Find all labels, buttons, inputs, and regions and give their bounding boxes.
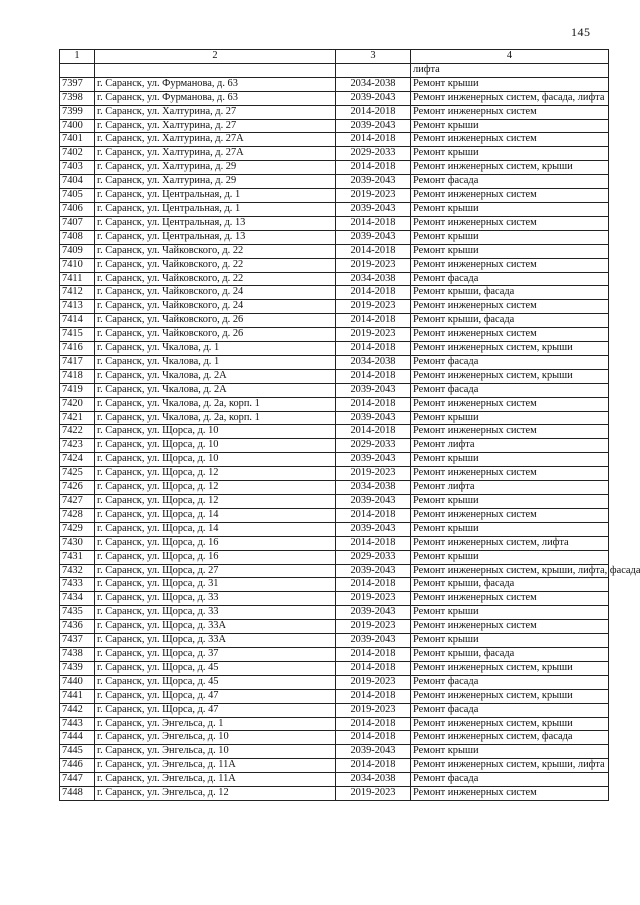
continuation-row xyxy=(60,63,609,77)
table-row xyxy=(60,689,609,703)
cell-address: г. Саранск, ул. Щорса, д. 10 xyxy=(95,439,336,453)
table-row xyxy=(60,91,609,105)
cell-number: 7431 xyxy=(60,550,95,564)
cell-period: 2019-2023 xyxy=(336,675,411,689)
cell-address: г. Саранск, ул. Чкалова, д. 1 xyxy=(95,355,336,369)
table-row xyxy=(60,564,609,578)
column-header-work: 4 xyxy=(411,50,609,64)
cell-number: 7407 xyxy=(60,216,95,230)
cell-number: 7410 xyxy=(60,258,95,272)
cell-work: Ремонт инженерных систем, крыши xyxy=(411,689,609,703)
table-row xyxy=(60,536,609,550)
cell-work: Ремонт инженерных систем, крыши xyxy=(411,342,609,356)
cell-period: 2014-2018 xyxy=(336,731,411,745)
cell-address xyxy=(95,63,336,77)
cell-period: 2014-2018 xyxy=(336,717,411,731)
cell-work: Ремонт крыши xyxy=(411,453,609,467)
cell-number: 7437 xyxy=(60,634,95,648)
cell-number: 7417 xyxy=(60,355,95,369)
cell-work: Ремонт инженерных систем, крыши xyxy=(411,161,609,175)
cell-period: 2019-2023 xyxy=(336,620,411,634)
column-header-period: 3 xyxy=(336,50,411,64)
cell-period: 2019-2023 xyxy=(336,300,411,314)
cell-work: Ремонт инженерных систем xyxy=(411,397,609,411)
cell-work: Ремонт фасада xyxy=(411,272,609,286)
cell-period: 2014-2018 xyxy=(336,397,411,411)
cell-period: 2039-2043 xyxy=(336,411,411,425)
cell-period: 2014-2018 xyxy=(336,369,411,383)
cell-work: Ремонт инженерных систем, крыши xyxy=(411,369,609,383)
table-row xyxy=(60,342,609,356)
cell-address: г. Саранск, ул. Чайковского, д. 22 xyxy=(95,244,336,258)
table-body xyxy=(60,63,640,800)
cell-work: Ремонт крыши xyxy=(411,202,609,216)
cell-number: 7422 xyxy=(60,425,95,439)
header-row xyxy=(60,50,609,64)
table-row xyxy=(60,300,609,314)
cell-address: г. Саранск, ул. Центральная, д. 13 xyxy=(95,230,336,244)
table-row xyxy=(60,439,609,453)
cell-period: 2034-2038 xyxy=(336,773,411,787)
table-row xyxy=(60,773,609,787)
repair-schedule-table xyxy=(59,49,640,801)
cell-address: г. Саранск, ул. Халтурина, д. 27А xyxy=(95,147,336,161)
cell-address: г. Саранск, ул. Фурманова, д. 63 xyxy=(95,77,336,91)
cell-period: 2014-2018 xyxy=(336,759,411,773)
table-row xyxy=(60,453,609,467)
cell-number: 7441 xyxy=(60,689,95,703)
cell-work: Ремонт инженерных систем xyxy=(411,133,609,147)
cell-period: 2014-2018 xyxy=(336,216,411,230)
cell-address: г. Саранск, ул. Халтурина, д. 29 xyxy=(95,161,336,175)
cell-number: 7419 xyxy=(60,383,95,397)
cell-period: 2014-2018 xyxy=(336,578,411,592)
cell-period: 2019-2023 xyxy=(336,592,411,606)
cell-address: г. Саранск, ул. Щорса, д. 12 xyxy=(95,495,336,509)
cell-number: 7446 xyxy=(60,759,95,773)
cell-number: 7438 xyxy=(60,647,95,661)
cell-number: 7420 xyxy=(60,397,95,411)
cell-period: 2019-2023 xyxy=(336,467,411,481)
cell-period: 2039-2043 xyxy=(336,383,411,397)
cell-number: 7444 xyxy=(60,731,95,745)
cell-period: 2034-2038 xyxy=(336,481,411,495)
cell-period: 2039-2043 xyxy=(336,230,411,244)
cell-number: 7397 xyxy=(60,77,95,91)
cell-work: Ремонт фасада xyxy=(411,773,609,787)
cell-address: г. Саранск, ул. Щорса, д. 14 xyxy=(95,508,336,522)
cell-period: 2039-2043 xyxy=(336,453,411,467)
cell-work: Ремонт инженерных систем, лифта xyxy=(411,536,609,550)
cell-address: г. Саранск, ул. Чайковского, д. 24 xyxy=(95,286,336,300)
table-row xyxy=(60,787,609,801)
cell-work: Ремонт фасада xyxy=(411,355,609,369)
cell-period: 2014-2018 xyxy=(336,647,411,661)
cell-work: Ремонт инженерных систем xyxy=(411,300,609,314)
cell-period: 2029-2033 xyxy=(336,550,411,564)
cell-period: 2014-2018 xyxy=(336,314,411,328)
cell-work: Ремонт крыши, фасада xyxy=(411,314,609,328)
cell-period: 2039-2043 xyxy=(336,745,411,759)
column-header-number: 1 xyxy=(60,50,95,64)
cell-period: 2039-2043 xyxy=(336,522,411,536)
cell-address: г. Саранск, ул. Щорса, д. 47 xyxy=(95,703,336,717)
cell-period: 2014-2018 xyxy=(336,133,411,147)
table-row xyxy=(60,703,609,717)
cell-work: Ремонт инженерных систем, крыши xyxy=(411,717,609,731)
cell-period xyxy=(336,63,411,77)
cell-period: 2039-2043 xyxy=(336,202,411,216)
cell-period: 2029-2033 xyxy=(336,439,411,453)
table-row xyxy=(60,119,609,133)
table-row xyxy=(60,522,609,536)
cell-number: 7416 xyxy=(60,342,95,356)
cell-number: 7408 xyxy=(60,230,95,244)
table-row xyxy=(60,634,609,648)
table-row xyxy=(60,647,609,661)
cell-number: 7426 xyxy=(60,481,95,495)
table-row xyxy=(60,314,609,328)
cell-period: 2014-2018 xyxy=(336,689,411,703)
table-row xyxy=(60,675,609,689)
cell-number: 7412 xyxy=(60,286,95,300)
cell-work: Ремонт крыши xyxy=(411,147,609,161)
cell-period: 2039-2043 xyxy=(336,634,411,648)
cell-number: 7436 xyxy=(60,620,95,634)
cell-work: Ремонт крыши xyxy=(411,550,609,564)
cell-period: 2019-2023 xyxy=(336,189,411,203)
cell-number: 7402 xyxy=(60,147,95,161)
cell-address: г. Саранск, ул. Щорса, д. 16 xyxy=(95,536,336,550)
table-row xyxy=(60,230,609,244)
cell-number: 7427 xyxy=(60,495,95,509)
cell-period: 2014-2018 xyxy=(336,536,411,550)
table-row xyxy=(60,508,609,522)
cell-number: 7414 xyxy=(60,314,95,328)
cell-number: 7413 xyxy=(60,300,95,314)
cell-address: г. Саранск, ул. Халтурина, д. 27А xyxy=(95,133,336,147)
cell-address: г. Саранск, ул. Энгельса, д. 1 xyxy=(95,717,336,731)
cell-work: Ремонт крыши xyxy=(411,606,609,620)
cell-work: Ремонт инженерных систем, крыши xyxy=(411,661,609,675)
table-row xyxy=(60,661,609,675)
cell-number xyxy=(60,63,95,77)
cell-number: 7429 xyxy=(60,522,95,536)
cell-period: 2014-2018 xyxy=(336,244,411,258)
cell-work: Ремонт инженерных систем xyxy=(411,216,609,230)
cell-period: 2014-2018 xyxy=(336,425,411,439)
cell-period: 2034-2038 xyxy=(336,272,411,286)
cell-address: г. Саранск, ул. Центральная, д. 1 xyxy=(95,202,336,216)
table-row xyxy=(60,258,609,272)
cell-work: Ремонт инженерных систем xyxy=(411,592,609,606)
table-row xyxy=(60,383,609,397)
table-row xyxy=(60,105,609,119)
cell-number: 7399 xyxy=(60,105,95,119)
cell-work: Ремонт инженерных систем, крыши, лифта, фасада xyxy=(411,564,609,578)
cell-period: 2039-2043 xyxy=(336,119,411,133)
cell-work: Ремонт инженерных систем xyxy=(411,787,609,801)
cell-address: г. Саранск, ул. Энгельса, д. 11А xyxy=(95,759,336,773)
cell-number: 7406 xyxy=(60,202,95,216)
cell-work: Ремонт фасада xyxy=(411,703,609,717)
cell-work: Ремонт крыши xyxy=(411,244,609,258)
column-header-address: 2 xyxy=(95,50,336,64)
table-row xyxy=(60,77,609,91)
cell-address: г. Саранск, ул. Щорса, д. 12 xyxy=(95,481,336,495)
cell-period: 2019-2023 xyxy=(336,703,411,717)
cell-period: 2034-2038 xyxy=(336,355,411,369)
cell-work: Ремонт крыши xyxy=(411,495,609,509)
cell-number: 7398 xyxy=(60,91,95,105)
cell-period: 2019-2023 xyxy=(336,328,411,342)
cell-work: Ремонт фасада xyxy=(411,383,609,397)
table-row xyxy=(60,411,609,425)
cell-address: г. Саранск, ул. Щорса, д. 12 xyxy=(95,467,336,481)
cell-number: 7400 xyxy=(60,119,95,133)
cell-number: 7447 xyxy=(60,773,95,787)
cell-address: г. Саранск, ул. Щорса, д. 14 xyxy=(95,522,336,536)
cell-address: г. Саранск, ул. Чайковского, д. 22 xyxy=(95,272,336,286)
table-row xyxy=(60,578,609,592)
cell-number: 7440 xyxy=(60,675,95,689)
cell-number: 7434 xyxy=(60,592,95,606)
cell-address: г. Саранск, ул. Чкалова, д. 1 xyxy=(95,342,336,356)
table-row xyxy=(60,175,609,189)
cell-work: Ремонт крыши xyxy=(411,230,609,244)
cell-number: 7425 xyxy=(60,467,95,481)
table-row xyxy=(60,717,609,731)
cell-period: 2039-2043 xyxy=(336,606,411,620)
cell-work: Ремонт крыши xyxy=(411,634,609,648)
table-row xyxy=(60,731,609,745)
cell-number: 7430 xyxy=(60,536,95,550)
cell-address: г. Саранск, ул. Чайковского, д. 26 xyxy=(95,314,336,328)
table-row xyxy=(60,355,609,369)
cell-number: 7401 xyxy=(60,133,95,147)
cell-address: г. Саранск, ул. Фурманова, д. 63 xyxy=(95,91,336,105)
cell-address: г. Саранск, ул. Чайковского, д. 22 xyxy=(95,258,336,272)
cell-address: г. Саранск, ул. Щорса, д. 33 xyxy=(95,592,336,606)
cell-period: 2039-2043 xyxy=(336,495,411,509)
table-row xyxy=(60,161,609,175)
cell-address: г. Саранск, ул. Щорса, д. 16 xyxy=(95,550,336,564)
table-row xyxy=(60,286,609,300)
cell-work: Ремонт крыши xyxy=(411,411,609,425)
table-row xyxy=(60,606,609,620)
cell-work: Ремонт крыши xyxy=(411,745,609,759)
cell-period: 2029-2033 xyxy=(336,147,411,161)
cell-address: г. Саранск, ул. Щорса, д. 33 xyxy=(95,606,336,620)
table-row xyxy=(60,397,609,411)
cell-number: 7411 xyxy=(60,272,95,286)
cell-address: г. Саранск, ул. Чкалова, д. 2а, корп. 1 xyxy=(95,397,336,411)
cell-work: Ремонт инженерных систем xyxy=(411,105,609,119)
table-row xyxy=(60,133,609,147)
table-row xyxy=(60,369,609,383)
cell-number: 7448 xyxy=(60,787,95,801)
table-row xyxy=(60,147,609,161)
cell-address: г. Саранск, ул. Чайковского, д. 24 xyxy=(95,300,336,314)
cell-number: 7443 xyxy=(60,717,95,731)
cell-work: Ремонт инженерных систем xyxy=(411,258,609,272)
table-row xyxy=(60,244,609,258)
table-row xyxy=(60,328,609,342)
cell-work: Ремонт крыши xyxy=(411,119,609,133)
cell-address: г. Саранск, ул. Центральная, д. 13 xyxy=(95,216,336,230)
cell-address: г. Саранск, ул. Щорса, д. 27 xyxy=(95,564,336,578)
cell-work: Ремонт инженерных систем xyxy=(411,328,609,342)
cell-period: 2014-2018 xyxy=(336,105,411,119)
table-row xyxy=(60,272,609,286)
cell-number: 7421 xyxy=(60,411,95,425)
cell-address: г. Саранск, ул. Энгельса, д. 11А xyxy=(95,773,336,787)
cell-period: 2039-2043 xyxy=(336,564,411,578)
cell-number: 7423 xyxy=(60,439,95,453)
cell-period: 2014-2018 xyxy=(336,161,411,175)
cell-address: г. Саранск, ул. Чкалова, д. 2А xyxy=(95,369,336,383)
table-row xyxy=(60,202,609,216)
table-row xyxy=(60,592,609,606)
cell-period: 2019-2023 xyxy=(336,787,411,801)
cell-address: г. Саранск, ул. Чкалова, д. 2А xyxy=(95,383,336,397)
cell-number: 7442 xyxy=(60,703,95,717)
cell-work: Ремонт инженерных систем, крыши, лифта xyxy=(411,759,609,773)
cell-address: г. Саранск, ул. Щорса, д. 33А xyxy=(95,620,336,634)
cell-work: лифта xyxy=(411,63,609,77)
cell-number: 7424 xyxy=(60,453,95,467)
cell-address: г. Саранск, ул. Чкалова, д. 2а, корп. 1 xyxy=(95,411,336,425)
cell-number: 7409 xyxy=(60,244,95,258)
table-row xyxy=(60,425,609,439)
cell-address: г. Саранск, ул. Щорса, д. 45 xyxy=(95,675,336,689)
cell-address: г. Саранск, ул. Щорса, д. 47 xyxy=(95,689,336,703)
cell-address: г. Саранск, ул. Энгельса, д. 12 xyxy=(95,787,336,801)
cell-address: г. Саранск, ул. Халтурина, д. 29 xyxy=(95,175,336,189)
cell-address: г. Саранск, ул. Халтурина, д. 27 xyxy=(95,119,336,133)
cell-work: Ремонт инженерных систем, фасада xyxy=(411,731,609,745)
table-row xyxy=(60,495,609,509)
cell-address: г. Саранск, ул. Щорса, д. 10 xyxy=(95,425,336,439)
table-row xyxy=(60,620,609,634)
cell-work: Ремонт инженерных систем xyxy=(411,189,609,203)
cell-address: г. Саранск, ул. Щорса, д. 31 xyxy=(95,578,336,592)
cell-number: 7418 xyxy=(60,369,95,383)
cell-number: 7432 xyxy=(60,564,95,578)
cell-period: 2014-2018 xyxy=(336,508,411,522)
cell-address: г. Саранск, ул. Халтурина, д. 27 xyxy=(95,105,336,119)
cell-work: Ремонт крыши, фасада xyxy=(411,578,609,592)
cell-address: г. Саранск, ул. Центральная, д. 1 xyxy=(95,189,336,203)
table-row xyxy=(60,759,609,773)
table-row xyxy=(60,550,609,564)
cell-period: 2014-2018 xyxy=(336,286,411,300)
cell-work: Ремонт инженерных систем xyxy=(411,508,609,522)
cell-number: 7445 xyxy=(60,745,95,759)
cell-work: Ремонт крыши xyxy=(411,77,609,91)
table-row xyxy=(60,189,609,203)
table-row xyxy=(60,467,609,481)
cell-address: г. Саранск, ул. Щорса, д. 10 xyxy=(95,453,336,467)
cell-work: Ремонт крыши xyxy=(411,522,609,536)
cell-work: Ремонт инженерных систем, фасада, лифта xyxy=(411,91,609,105)
cell-work: Ремонт крыши, фасада xyxy=(411,647,609,661)
cell-number: 7439 xyxy=(60,661,95,675)
page-number: 145 xyxy=(571,25,591,39)
cell-work: Ремонт инженерных систем xyxy=(411,467,609,481)
cell-address: г. Саранск, ул. Чайковского, д. 26 xyxy=(95,328,336,342)
cell-period: 2039-2043 xyxy=(336,175,411,189)
table-row xyxy=(60,216,609,230)
cell-number: 7435 xyxy=(60,606,95,620)
cell-address: г. Саранск, ул. Энгельса, д. 10 xyxy=(95,731,336,745)
cell-work: Ремонт лифта xyxy=(411,439,609,453)
cell-number: 7403 xyxy=(60,161,95,175)
cell-period: 2034-2038 xyxy=(336,77,411,91)
table-row xyxy=(60,745,609,759)
cell-address: г. Саранск, ул. Щорса, д. 33А xyxy=(95,634,336,648)
table-row xyxy=(60,481,609,495)
cell-work: Ремонт инженерных систем xyxy=(411,425,609,439)
cell-address: г. Саранск, ул. Щорса, д. 45 xyxy=(95,661,336,675)
cell-work: Ремонт лифта xyxy=(411,481,609,495)
cell-period: 2014-2018 xyxy=(336,342,411,356)
cell-work: Ремонт фасада xyxy=(411,175,609,189)
table-header xyxy=(60,50,609,64)
cell-number: 7404 xyxy=(60,175,95,189)
cell-period: 2039-2043 xyxy=(336,91,411,105)
cell-work: Ремонт инженерных систем xyxy=(411,620,609,634)
cell-number: 7405 xyxy=(60,189,95,203)
cell-address: г. Саранск, ул. Энгельса, д. 10 xyxy=(95,745,336,759)
cell-work: Ремонт крыши, фасада xyxy=(411,286,609,300)
cell-number: 7415 xyxy=(60,328,95,342)
cell-address: г. Саранск, ул. Щорса, д. 37 xyxy=(95,647,336,661)
cell-number: 7433 xyxy=(60,578,95,592)
cell-work: Ремонт фасада xyxy=(411,675,609,689)
cell-period: 2019-2023 xyxy=(336,258,411,272)
cell-period: 2014-2018 xyxy=(336,661,411,675)
cell-number: 7428 xyxy=(60,508,95,522)
